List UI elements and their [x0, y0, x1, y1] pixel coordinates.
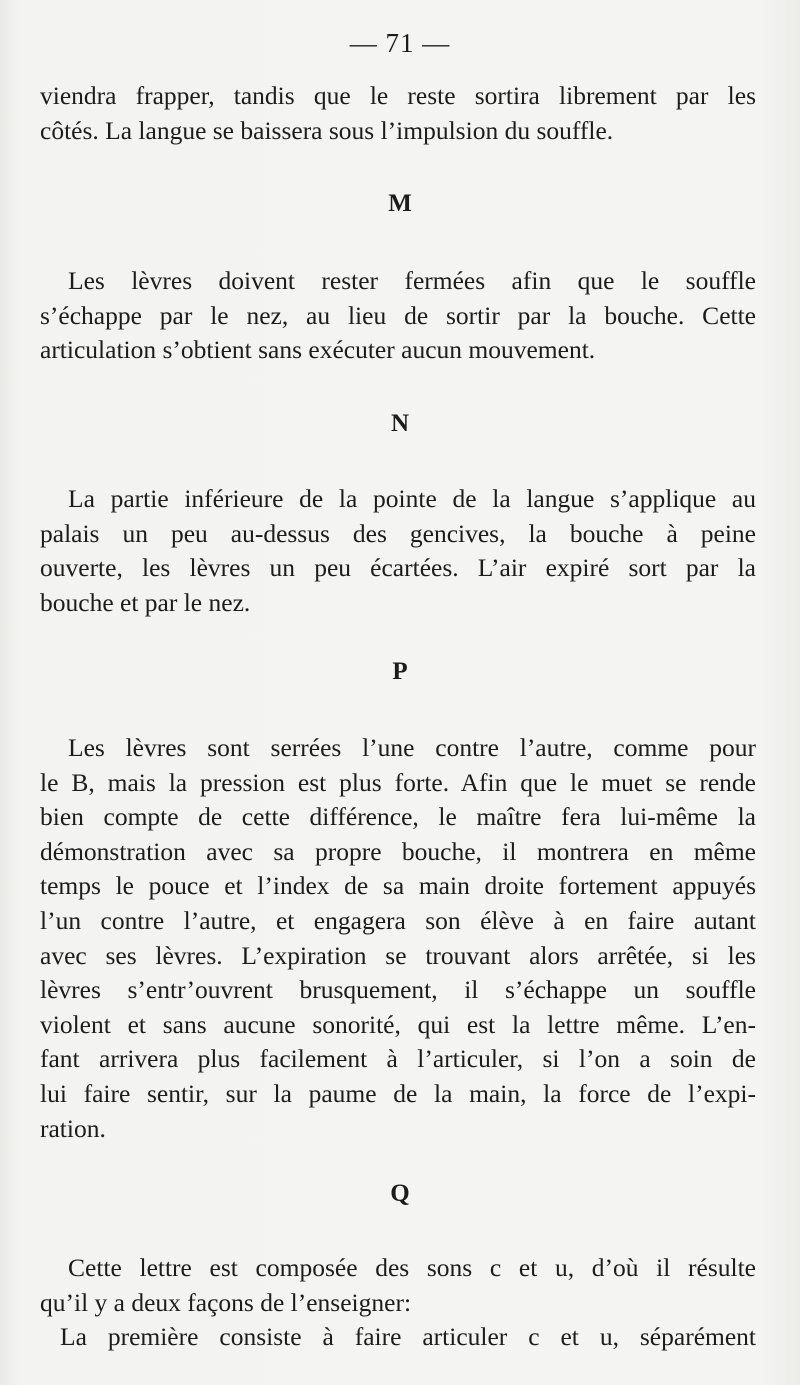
- text-line: Les lèvres sont serrées l’une contre l’autre, comme pour: [68, 733, 756, 762]
- text-line: s’échappe par le nez, au lieu de sortir par la bouche. Cette: [40, 300, 756, 330]
- section-heading-q: Q: [390, 1180, 410, 1207]
- text-line: qu’il y a deux façons de l’enseigner:: [40, 1287, 412, 1317]
- text-line: Cette lettre est composée des sons c et u, d’où il résulte: [68, 1253, 756, 1282]
- text-line: fant arrivera plus facilement à l’articuler, si l’on a soin de: [40, 1044, 756, 1074]
- text-line: le B, mais la pression est plus forte. Afin que le muet se rende: [40, 767, 756, 797]
- section-paragraph-q: [40, 1251, 756, 1355]
- text-line: articulation s’obtient sans exécuter aucun mouvement.: [40, 335, 596, 365]
- text-line: côtés. La langue se baissera sous l’impulsion du souffle.: [40, 115, 614, 145]
- section-paragraph-p: [40, 731, 756, 1146]
- text-line: ouverte, les lèvres un peu écartées. L’air expiré sort par la: [40, 553, 756, 583]
- section-heading-n: N: [390, 410, 410, 437]
- section-paragraph-m: [40, 264, 756, 368]
- section-paragraph-n: [40, 482, 756, 620]
- intro-paragraph: [40, 79, 756, 148]
- section-heading-p: P: [392, 658, 408, 685]
- text-line: violent et sans aucune sonorité, qui est la lettre même. L’en-: [40, 1009, 756, 1039]
- text-line: viendra frapper, tandis que le reste sortira librement par les: [40, 81, 756, 110]
- text-line: temps le pouce et l’index de sa main droite fortement appuyés: [40, 871, 756, 901]
- text-line: démonstration avec sa propre bouche, il montrera en même: [40, 836, 756, 866]
- text-line: avec ses lèvres. L’expiration se trouvant alors arrêtée, si les: [40, 940, 756, 970]
- text-line: palais un peu au-dessus des gencives, la bouche à peine: [40, 518, 756, 548]
- text-line: lui faire sentir, sur la paume de la main, la force de l’expi-: [40, 1078, 756, 1108]
- page-number: — 71 —: [349, 28, 451, 58]
- text-line: bouche et par le nez.: [40, 587, 251, 617]
- text-line: La partie inférieure de la pointe de la langue s’applique au: [68, 484, 756, 513]
- text-line: Les lèvres doivent rester fermées afin que le souffle: [68, 266, 756, 295]
- text-line: bien compte de cette différence, le maître fera lui-même la: [40, 802, 756, 832]
- section-heading-m: M: [388, 190, 412, 217]
- text-line: La première consiste à faire articuler c et u, séparément: [60, 1322, 756, 1352]
- text-line: ration.: [40, 1113, 106, 1143]
- text-line: lèvres s’entr’ouvrent brusquement, il s’échappe un souffle: [40, 975, 756, 1005]
- text-line: l’un contre l’autre, et engagera son élève à en faire autant: [40, 905, 756, 935]
